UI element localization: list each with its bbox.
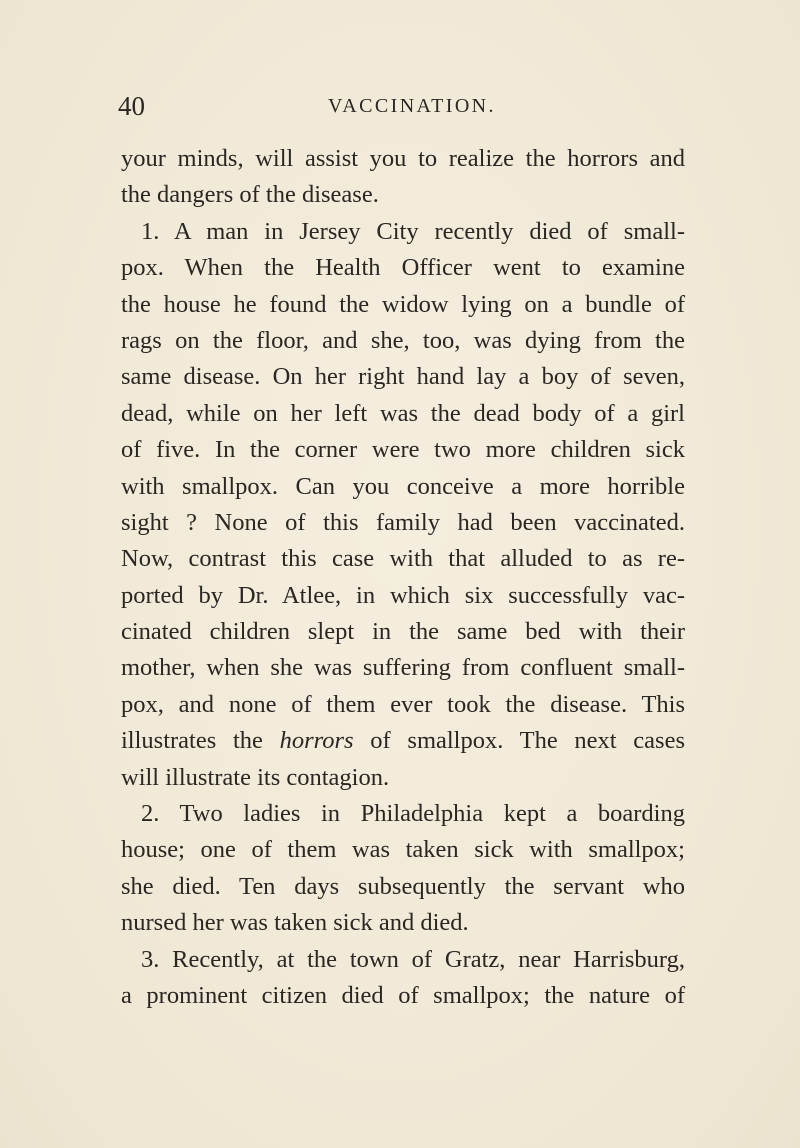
text-line: of five. In the corner were two more children sick bbox=[121, 436, 685, 464]
text-line: ported by Dr. Atlee, in which six successfully vac- bbox=[121, 581, 685, 609]
text-line: 2. Two ladies in Philadelphia kept a boarding bbox=[141, 800, 685, 828]
text-line: mother, when she was suffering from confluent small- bbox=[121, 654, 685, 682]
text-line: house; one of them was taken sick with smallpox; bbox=[121, 836, 685, 864]
text-line: the house he found the widow lying on a bundle of bbox=[121, 290, 685, 318]
text-line: she died. Ten days subsequently the servant who bbox=[121, 872, 685, 900]
page-number: 40 bbox=[118, 91, 145, 121]
italic-word: horrors bbox=[279, 727, 354, 755]
text-line: your minds, will assist you to realize the horrors and bbox=[121, 145, 685, 172]
text-line: the dangers of the disease. bbox=[121, 181, 379, 209]
text-line: will illustrate its contagion. bbox=[121, 763, 390, 791]
body-text bbox=[121, 141, 685, 1014]
text-line: with smallpox. Can you conceive a more horrible bbox=[121, 472, 685, 500]
text-line: 3. Recently, at the town of Gratz, near Harrisburg, bbox=[141, 945, 685, 973]
text-line: nursed her was taken sick and died. bbox=[121, 909, 469, 937]
text-line: same disease. On her right hand lay a boy of seven, bbox=[121, 363, 685, 391]
text-run: of smallpox. The next cases bbox=[353, 727, 685, 755]
text-line: 1. A man in Jersey City recently died of small- bbox=[141, 217, 685, 245]
running-title: VACCINATION. bbox=[328, 95, 496, 117]
text-run: illustrates the bbox=[121, 727, 280, 755]
text-line: Now, contrast this case with that alluded to as re- bbox=[121, 545, 685, 573]
text-line: pox, and none of them ever took the disease. This bbox=[121, 690, 685, 718]
text-line: rags on the floor, and she, too, was dying from the bbox=[121, 326, 685, 354]
text-line: dead, while on her left was the dead body of a girl bbox=[121, 399, 685, 427]
text-line: cinated children slept in the same bed with their bbox=[121, 618, 685, 646]
text-line: sight ? None of this family had been vaccinated. bbox=[121, 508, 685, 536]
text-line: pox. When the Health Officer went to examine bbox=[121, 254, 685, 282]
text-line: a prominent citizen died of smallpox; the nature of bbox=[121, 981, 685, 1009]
text-line-with-italic bbox=[121, 723, 685, 759]
running-head bbox=[118, 86, 686, 126]
